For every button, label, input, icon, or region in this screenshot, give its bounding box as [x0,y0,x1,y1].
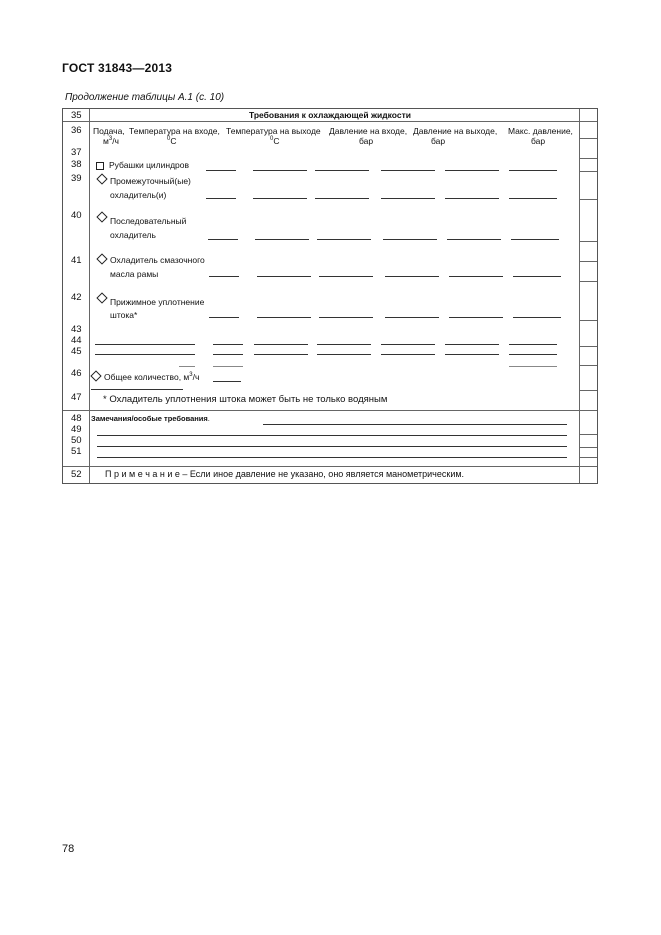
entry-line[interactable] [315,198,369,199]
row-number: 37 [71,147,82,158]
diamond-icon [90,370,101,381]
entry-line[interactable] [383,239,437,240]
entry-line[interactable] [213,344,243,345]
col-press-in-unit: бар [359,136,374,146]
row-number: 44 [71,335,82,346]
col-max-press-unit: бар [531,136,546,146]
entry-line[interactable] [385,276,439,277]
check-cell-line [579,281,597,282]
entry-line[interactable] [206,198,236,199]
check-cell-line [579,158,597,159]
row-number: 49 [71,424,82,435]
entry-line[interactable] [253,170,307,171]
entry-line[interactable] [257,276,311,277]
item-label: Рубашки цилиндров [109,160,190,170]
item-label: Последовательный [110,216,187,226]
total-entry-line[interactable] [213,381,241,382]
checkbox-icon[interactable] [96,162,104,170]
entry-line[interactable] [95,344,195,345]
table-continuation-label: Продолжение таблицы А.1 (с. 10) [65,92,225,103]
row-number: 42 [71,292,82,303]
entry-line[interactable] [445,354,499,355]
entry-line[interactable] [95,354,195,355]
row-number: 46 [71,368,82,379]
col-press-out: Давление на выходе, [413,126,498,136]
row-number: 51 [71,446,82,457]
row-number: 47 [71,392,82,403]
entry-line[interactable] [381,354,435,355]
entry-line[interactable] [509,366,557,367]
row-number: 35 [71,110,82,121]
row-number: 43 [71,324,82,335]
entry-line[interactable] [445,344,499,345]
entry-line[interactable] [209,317,239,318]
entry-line[interactable] [315,170,369,171]
entry-line[interactable] [206,170,236,171]
check-cell-line [579,346,597,347]
row-number: 38 [71,159,82,170]
row-number: 36 [71,125,82,136]
footnote-text: * Охладитель уплотнения штока может быть не только водяным [103,394,388,405]
remarks-line[interactable] [97,457,567,458]
item-label: штока* [110,310,138,320]
col-press-out-unit: бар [431,136,446,146]
entry-line[interactable] [381,170,435,171]
entry-line[interactable] [319,276,373,277]
entry-line[interactable] [209,276,239,277]
entry-line[interactable] [513,276,561,277]
entry-line[interactable] [509,344,557,345]
row-divider [63,121,597,122]
right-column-divider [579,109,580,483]
entry-line[interactable] [255,239,309,240]
row-number: 50 [71,435,82,446]
check-cell-line [579,171,597,172]
entry-line[interactable] [447,239,501,240]
item-label: охладитель [110,230,156,240]
footnote-separator [91,389,183,390]
row-number: 52 [71,469,82,480]
entry-line[interactable] [449,317,503,318]
check-cell-line [579,434,597,435]
diamond-icon [96,211,107,222]
check-cell-line [579,365,597,366]
remarks-label: Замечания/особые требования. [91,414,210,423]
row-number: 39 [71,173,82,184]
check-cell-line [579,199,597,200]
item-label: Промежуточный(ые) [110,176,191,186]
entry-line[interactable] [449,276,503,277]
item-label: охладитель(и) [110,190,167,200]
entry-line[interactable] [213,366,243,367]
entry-line[interactable] [317,354,371,355]
page-number: 78 [62,843,75,855]
check-cell-line [579,241,597,242]
row-number: 48 [71,413,82,424]
entry-line[interactable] [509,354,557,355]
diamond-icon [96,253,107,264]
coolant-requirements-table [62,108,598,484]
entry-line[interactable] [509,198,557,199]
remarks-line[interactable] [97,446,567,447]
item-label: Прижимное уплотнение [110,297,205,307]
row-divider [63,466,597,467]
entry-line[interactable] [179,366,195,367]
col-temp-out: Температура на выходе [226,126,321,136]
entry-line[interactable] [254,344,308,345]
entry-line[interactable] [317,239,371,240]
entry-line[interactable] [509,170,557,171]
item-label: масла рамы [110,269,159,279]
col-press-in: Давление на входе, [329,126,408,136]
entry-line[interactable] [317,344,371,345]
row-divider [63,410,597,411]
standard-title: ГОСТ 31843—2013 [62,61,173,75]
entry-line[interactable] [385,317,439,318]
row-number: 41 [71,255,82,266]
entry-line[interactable] [445,170,499,171]
number-column-divider [89,109,90,483]
diamond-icon [96,292,107,303]
check-cell-line [579,390,597,391]
entry-line[interactable] [257,317,311,318]
entry-line[interactable] [254,354,308,355]
row-number: 45 [71,346,82,357]
check-cell-line [579,138,597,139]
check-cell-line [579,320,597,321]
row-number: 40 [71,210,82,221]
entry-line[interactable] [381,344,435,345]
entry-line[interactable] [513,317,561,318]
check-cell-line [579,457,597,458]
remarks-line[interactable] [263,424,567,425]
remarks-line[interactable] [97,435,567,436]
col-max-press: Макс. давление, [508,126,573,136]
note-text: П р и м е ч а н и е – Если иное давление не указано, оно является манометрическим. [105,469,465,479]
total-label: Общее количество, $м^3/ч$ [104,372,200,382]
entry-line[interactable] [381,198,435,199]
check-cell-line [579,447,597,448]
col-temp-in: Температура на входе, [129,126,220,136]
entry-line[interactable] [208,239,238,240]
entry-line[interactable] [213,354,243,355]
entry-line[interactable] [319,317,373,318]
col-temp-in-unit: $^0$С [167,136,177,146]
diamond-icon [96,173,107,184]
entry-line[interactable] [445,198,499,199]
col-flow-unit: $м^3/ч$ [103,136,119,146]
col-flow: Подача, [93,126,125,136]
entry-line[interactable] [253,198,307,199]
check-cell-line [579,261,597,262]
section-title: Требования к охлаждающей жидкости [249,110,411,120]
col-temp-out-unit: $^0$С [270,136,280,146]
item-label: Охладитель смазочного [110,255,205,265]
entry-line[interactable] [511,239,559,240]
